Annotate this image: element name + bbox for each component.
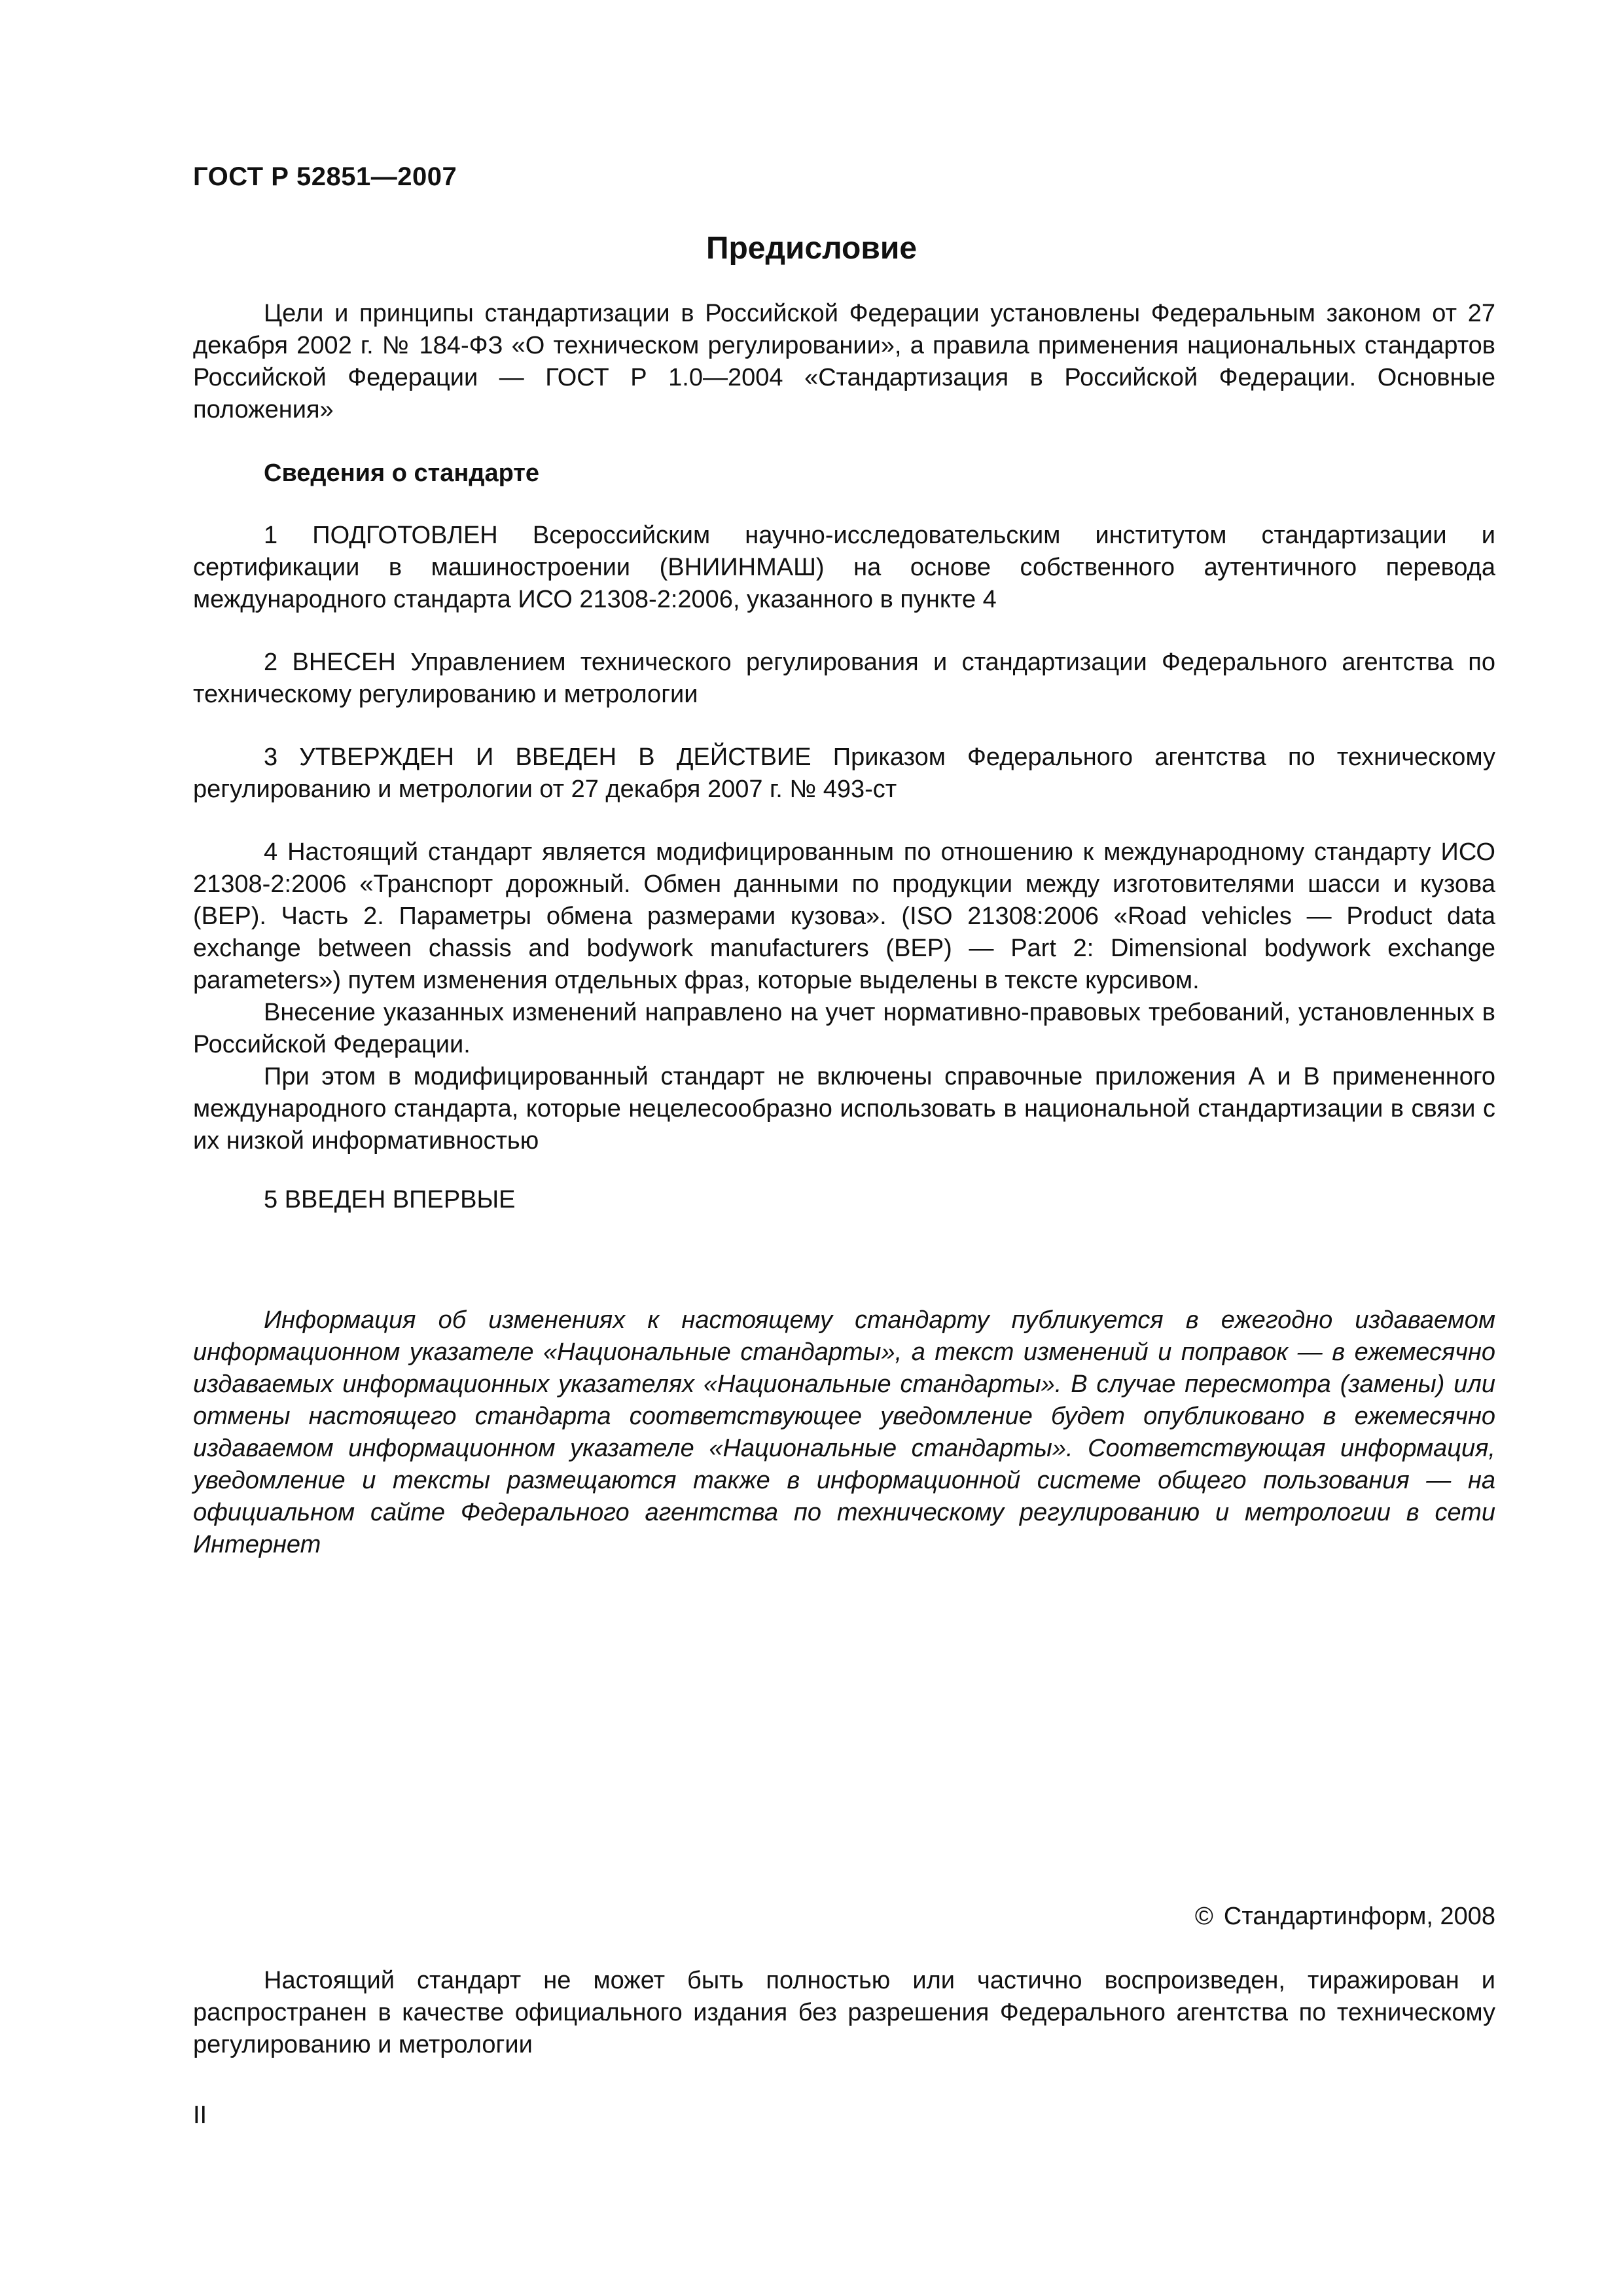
copyright-line: [1195, 1903, 1495, 1931]
page-title: Предисловие: [705, 231, 918, 266]
intro-paragraph-block: [193, 298, 1495, 426]
item-5-block: [193, 1184, 1495, 1216]
list-item: 4 Настоящий стандарт является модифицированным по отношению к международному стандарту ИСО 21308-2:2006 «Транспорт дорожный. Обмен данными по продукции между изготовителями шасси и кузова (BEP). Часть 2. Параметры обмена размерами кузова». (ISO 21308:2006 «Road vehicles — Product data exchange between chassis and bodywork manufacturers (BEP) — Part 2: Dimensional bodywork exchange parameters») путем изменения отдельных фраз, которые выделены в тексте курсивом.: [193, 838, 1495, 994]
reproduction-notice: Настоящий стандарт не может быть полностью или частично воспроизведен, тиражирован и распространен в качестве официального издания без разрешения Федерального агентства по техническому регулированию и метрологии: [193, 1967, 1495, 2058]
item-3-block: [193, 742, 1495, 806]
copyright-icon: ©: [1194, 1903, 1213, 1930]
list-item: Внесение указанных изменений направлено на учет нормативно-правовых требований, установленных в Российской Федерации.: [193, 999, 1495, 1058]
list-item: 5 ВВЕДЕН ВПЕРВЫЕ: [264, 1186, 516, 1213]
notice-block: [193, 1304, 1495, 1561]
reproduction-notice-block: [193, 1965, 1495, 2061]
item-1-block: [193, 520, 1495, 616]
copyright-text: Стандартинформ, 2008: [1223, 1903, 1495, 1930]
list-item: 2 ВНЕСЕН Управлением технического регулирования и стандартизации Федерального агентства по техническому регулированию и метрологии: [193, 649, 1495, 708]
intro-paragraph: Цели и принципы стандартизации в Российской Федерации установлены Федеральным законом от 27 декабря 2002 г. № 184-ФЗ «О техническом регулировании», а правила применения национальных стандартов Российской Федерации — ГОСТ Р 1.0—2004 «Стандартизация в Российской Федерации. Основные положения»: [193, 300, 1495, 423]
notice-paragraph: Информация об изменениях к настоящему стандарту публикуется в ежегодно издаваемом информационном указателе «Национальные стандарты», а текст изменений и поправок — в ежемесячно издаваемых информационных указателях «Национальные стандарты». В случае пересмотра (замены) или отмены настоящего стандарта соответствующее уведомление будет опубликовано в ежемесячно издаваемом информационном указателе «Национальные стандарты». Соответствующая информация, уведомление и тексты размещаются также в информационной системе общего пользования — на официальном сайте Федерального агентства по техническому регулированию и метрологии в сети Интернет: [193, 1306, 1495, 1558]
item-2-block: [193, 647, 1495, 711]
list-item: 3 УТВЕРЖДЕН И ВВЕДЕН В ДЕЙСТВИЕ Приказом Федерального агентства по техническому регулированию и метрологии от 27 декабря 2007 г. № 493-ст: [193, 744, 1495, 803]
page-number: II: [193, 2102, 207, 2129]
list-item: При этом в модифицированный стандарт не включены справочные приложения А и В примененного международного стандарта, которые нецелесообразно использовать в национальной стандартизации в связи с их низкой информативностью: [193, 1063, 1495, 1155]
list-item: 1 ПОДГОТОВЛЕН Всероссийским научно-исследовательским институтом стандартизации и сертификации в машиностроении (ВНИИНМАШ) на основе собственного аутентичного перевода международного стандарта ИСО 21308-2:2006, указанного в пункте 4: [193, 522, 1495, 613]
item-4-block: [193, 836, 1495, 1157]
document-code: ГОСТ Р 52851—2007: [193, 162, 457, 191]
section-heading: Сведения о стандарте: [264, 459, 540, 487]
